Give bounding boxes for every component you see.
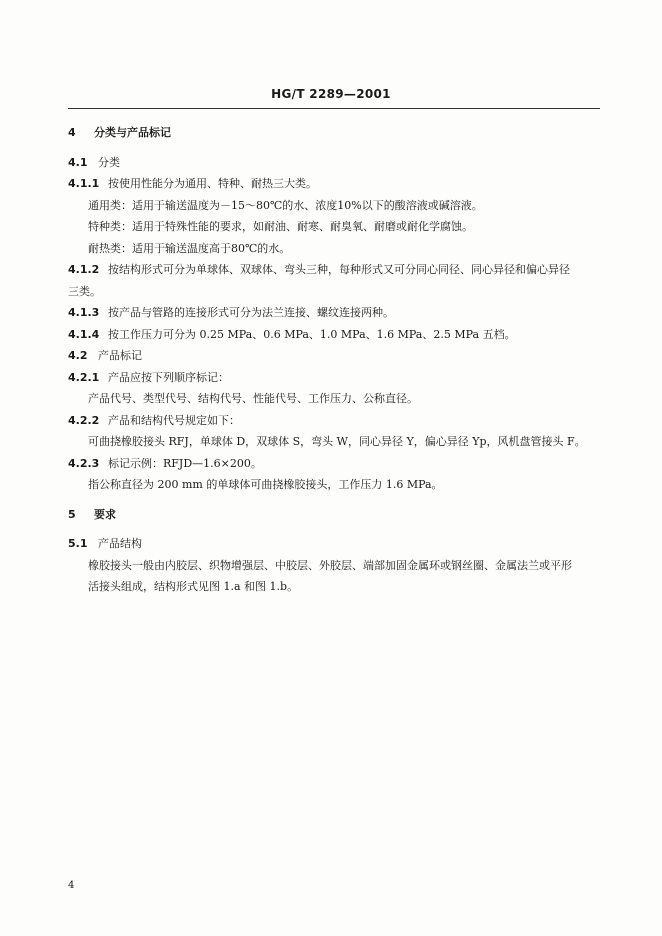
clause-text: 产品和结构代号规定如下：	[108, 413, 240, 427]
section-title: 要求	[94, 507, 116, 521]
clause-number: 4.1.2	[68, 263, 100, 276]
section-number: 4	[68, 126, 76, 139]
clause-text: 按使用性能分为通用、特种、耐热三大类。	[108, 177, 317, 190]
clause-text: 产品应按下列顺序标记：	[108, 370, 229, 384]
clause-4-1-2-continued: 三类。	[68, 284, 101, 298]
category-special: 特种类：适用于特殊性能的要求，如耐油、耐寒、耐臭氧、耐磨或耐化学腐蚀。	[88, 220, 473, 233]
clause-number: 4.2.2	[68, 413, 100, 427]
section-4-heading	[68, 122, 600, 144]
section-title: 产品标记	[98, 349, 142, 362]
category-heat: 耐热类：适用于输送温度高于80℃的水。	[88, 241, 291, 255]
structure-text: 橡胶接头一般由内胶层、织物增强层、中胶层、外胶层、端部加固金属环或钢丝圈、金属法兰或平形	[88, 558, 572, 572]
section-title: 分类与产品标记	[94, 126, 171, 139]
section-title: 分类	[98, 155, 120, 169]
section-4-2-heading	[68, 345, 600, 367]
marking-order: 产品代号、类型代号、结构代号、性能代号、工作压力、公称直径。	[88, 392, 418, 405]
clause-text: 标记示例：RFJD—1.6×200。	[108, 456, 262, 470]
section-number: 5	[68, 507, 76, 521]
page-number: 4	[68, 880, 75, 891]
section-number: 4.1	[68, 155, 88, 169]
header-rule	[68, 108, 600, 109]
section-5-heading	[68, 504, 600, 526]
clause-4-1-4	[68, 324, 600, 346]
clause-4-1-3	[68, 302, 600, 324]
clause-4-2-3	[68, 453, 600, 475]
clause-text: 按工作压力可分为 0.25 MPa、0.6 MPa、1.0 MPa、1.6 MPa、2.5 MPa 五档。	[108, 327, 516, 341]
section-5-1-heading	[68, 533, 600, 555]
section-number: 4.2	[68, 349, 88, 362]
clause-4-1-2	[68, 259, 600, 281]
clause-number: 4.1.4	[68, 327, 100, 341]
clause-text: 按产品与管路的连接形式可分为法兰连接、螺纹连接两种。	[108, 306, 394, 319]
clause-text: 按结构形式可分为单球体、双球体、弯头三种，每种形式又可分同心同径、同心异径和偏心异径	[108, 263, 570, 276]
clause-4-2-2	[68, 410, 600, 432]
clause-4-1-1	[68, 173, 600, 195]
code-definitions: 可曲挠橡胶接头 RFJ，单球体 D，双球体 S，弯头 W，同心异径 Y，偏心异径 Yp，风机盘管接头 F。	[88, 435, 586, 448]
clause-number: 4.1.3	[68, 306, 100, 319]
document-body	[68, 122, 600, 598]
clause-number: 4.1.1	[68, 177, 100, 190]
section-number: 5.1	[68, 537, 88, 550]
clause-number: 4.2.3	[68, 456, 100, 470]
marking-example-explanation: 指公称直径为 200 mm 的单球体可曲挠橡胶接头，工作压力 1.6 MPa。	[88, 478, 443, 491]
section-title: 产品结构	[98, 537, 142, 550]
standard-code-header: HG/T 2289—2001	[271, 87, 391, 101]
structure-text-continued: 活接头组成，结构形式见图 1.a 和图 1.b。	[88, 580, 299, 593]
section-4-1-heading	[68, 152, 600, 174]
clause-4-2-1	[68, 367, 600, 389]
category-general: 通用类：适用于输送温度为－15～80℃的水、浓度10%以下的酸溶液或碱溶液。	[88, 198, 483, 212]
clause-number: 4.2.1	[68, 370, 100, 384]
